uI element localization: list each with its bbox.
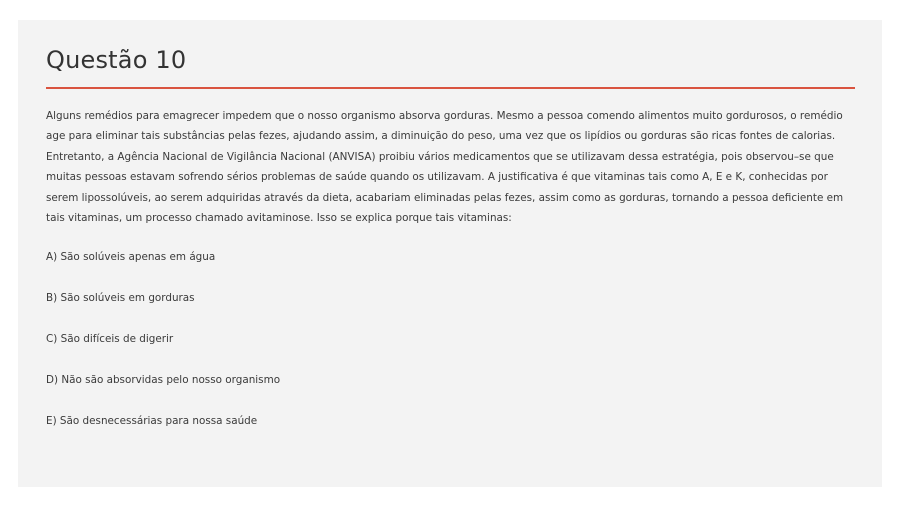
option-c: C) São difíceis de digerir <box>46 333 174 345</box>
question-card <box>18 20 882 487</box>
option-e: E) São desnecessárias para nossa saúde <box>46 415 258 427</box>
question-text: Alguns remédios para emagrecer impedem que o nosso organismo absorva gorduras. Mesmo a pessoa comendo alimentos muito gordurosos, o remédio age para eliminar tais substâncias pelas fezes, ajudando assim, a diminuição do peso, uma vez que os lipídios ou gorduras são ricas fontes de calorias. Entretanto, a Agência Nacional de Vigilância Nacional (ANVISA) proibiu vários medicamentos que se utilizavam dessa estratégia, pois observou–se que muitas pessoas estavam sofrendo sérios problemas de saúde quando os utilizavam. A justificativa é que vitaminas tais como A, E e K, conhecidas por serem lipossolúveis, ao serem adquiridas através da dieta, acabariam eliminadas pelas fezes, assim como as gorduras, tornando a pessoa deficiente em tais vitaminas, um processo chamado avitaminose. Isso se explica porque tais vitaminas: <box>46 110 844 225</box>
option-a: A) São solúveis apenas em água <box>46 251 216 263</box>
option-b: B) São solúveis em gorduras <box>46 292 195 304</box>
question-title: Questão 10 <box>46 46 187 74</box>
answer-options <box>46 247 280 452</box>
title-divider <box>46 87 855 89</box>
option-d: D) Não são absorvidas pelo nosso organismo <box>46 374 281 386</box>
